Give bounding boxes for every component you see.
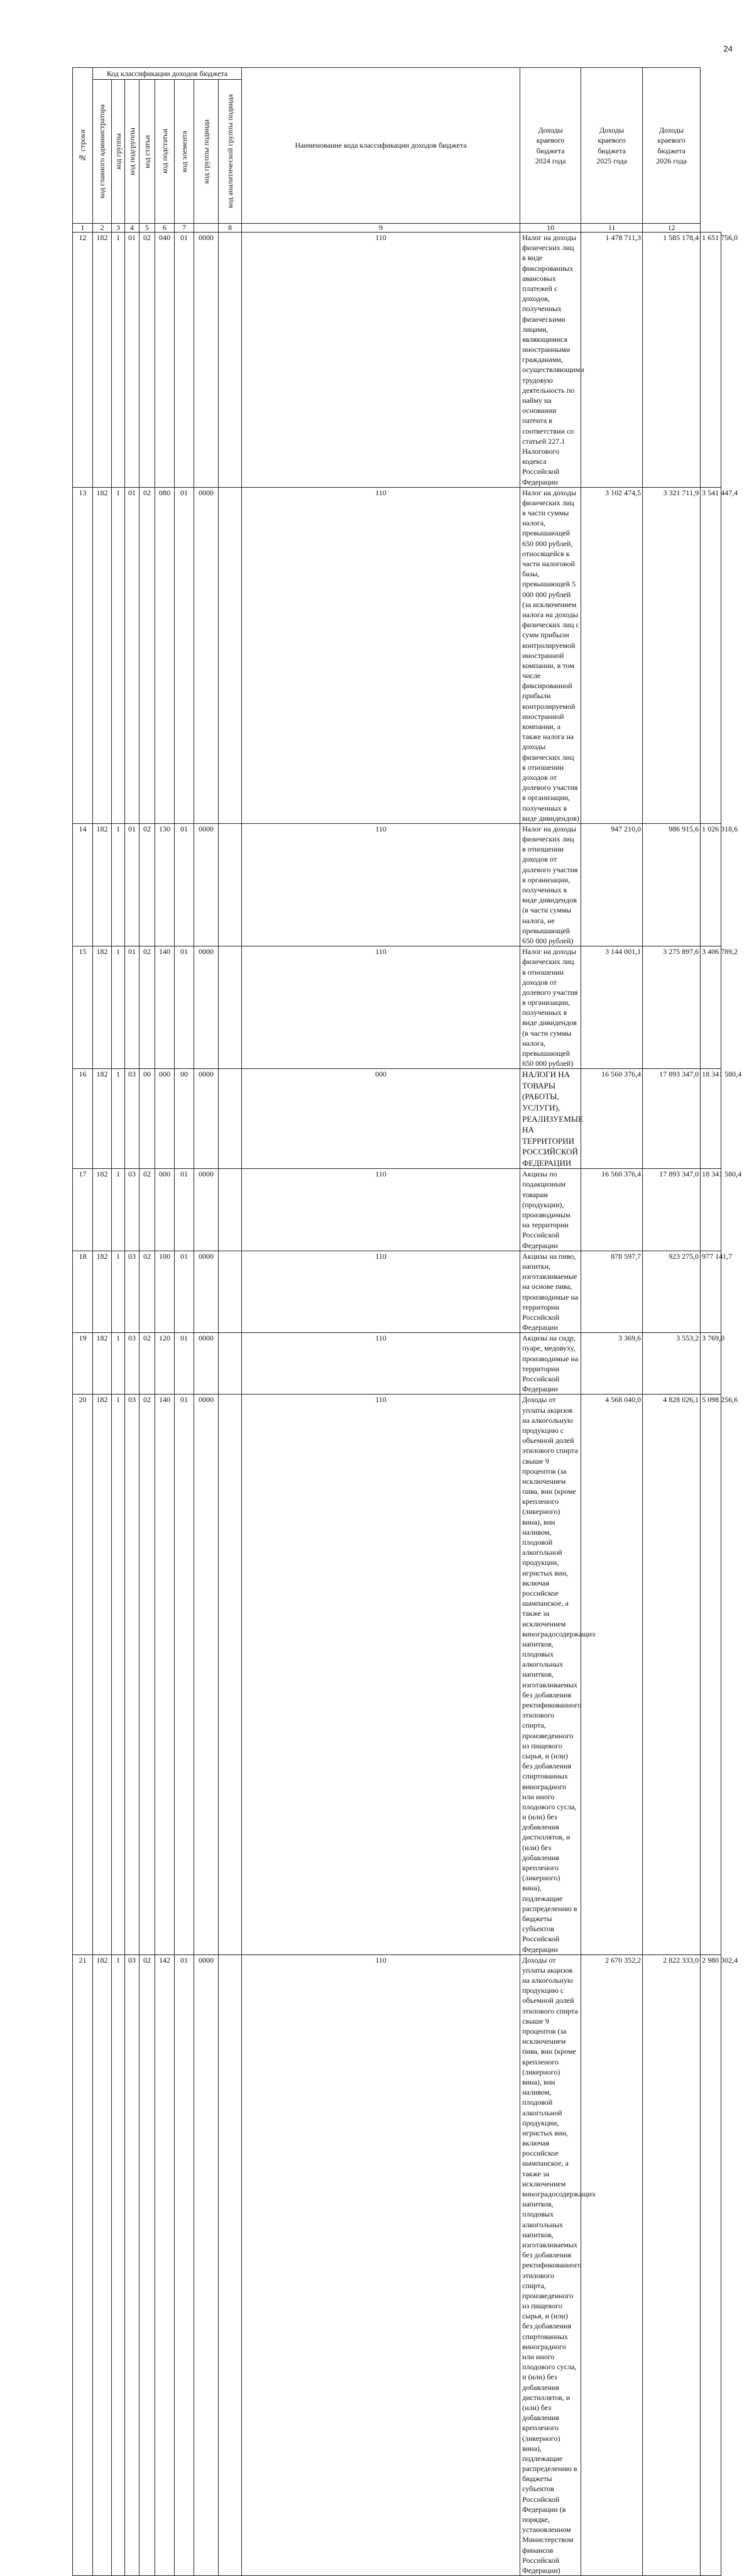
amount-2026: 5 098 256,6 (701, 1395, 721, 1954)
code-admin: 182 (93, 823, 112, 946)
header-row-no: № строки (73, 68, 93, 224)
header-amount-2024: Доходы краевого бюджета 2024 года (520, 68, 581, 224)
amount-2025: 3 275 897,6 (643, 946, 701, 1069)
code-analytic-group: 000 (242, 1069, 520, 1169)
code-article: 02 (139, 1333, 155, 1395)
code-element: 00 (175, 1069, 194, 1169)
code-admin: 182 (93, 1395, 112, 1954)
code-admin: 182 (93, 946, 112, 1069)
amount-2026: 3 406 789,2 (701, 946, 721, 1069)
code-subgroup: 01 (125, 946, 139, 1069)
code-spacer (219, 946, 242, 1069)
code-element: 01 (175, 823, 194, 946)
code-article: 02 (139, 1395, 155, 1954)
table-row (73, 1395, 721, 1954)
code-group: 1 (112, 823, 125, 946)
code-group: 1 (112, 946, 125, 1069)
code-subtype-group: 0000 (194, 1251, 219, 1333)
amount-2024: 878 597,7 (581, 1251, 643, 1333)
code-subtype-group: 0000 (194, 823, 219, 946)
row-number: 19 (73, 1333, 93, 1395)
code-article: 02 (139, 1251, 155, 1333)
amount-2024: 3 369,6 (581, 1333, 643, 1395)
code-group: 1 (112, 1069, 125, 1169)
row-number: 16 (73, 1069, 93, 1169)
column-number: 2 (93, 224, 112, 233)
header-code-group: код группы (112, 80, 125, 224)
code-article: 00 (139, 1069, 155, 1169)
column-number: 11 (581, 224, 643, 233)
code-element: 01 (175, 1251, 194, 1333)
code-subtype-group: 0000 (194, 1954, 219, 2575)
code-analytic-group: 110 (242, 946, 520, 1069)
code-subgroup: 01 (125, 487, 139, 823)
code-analytic-group: 110 (242, 1395, 520, 1954)
amount-2026: 2 980 302,4 (701, 1954, 721, 2575)
amount-2024: 16 560 376,4 (581, 1069, 643, 1169)
column-number: 6 (155, 224, 175, 233)
column-number: 5 (139, 224, 155, 233)
code-article: 02 (139, 487, 155, 823)
amount-2025: 923 275,0 (643, 1251, 701, 1333)
code-subgroup: 03 (125, 1333, 139, 1395)
column-number: 3 (112, 224, 125, 233)
amount-2024: 2 670 352,2 (581, 1954, 643, 2575)
row-number: 15 (73, 946, 93, 1069)
code-group: 1 (112, 487, 125, 823)
code-group: 1 (112, 233, 125, 488)
column-number: 12 (643, 224, 701, 233)
code-subarticle: 140 (155, 946, 175, 1069)
amount-2025: 4 828 026,1 (643, 1395, 701, 1954)
revenue-name: Доходы от уплаты акцизов на алкогольную продукцию с объемной долей этилового спирта свыше 9 процентов (за исключением пива, вин (кроме крепленого (ликерного) вина), вин наливом, плодовой алкогольной продукции, игристых вин, включая российское шампанское, а также за исключением виноградосодержащих напитков, плодовых алкогольных напитков, изготавливаемых без добавления ректификованного этилового спирта, произведенного из пищевого сырья, и (или) без добавления спиртованных виноградного или иного плодового сусла, и (или) без добавления дистиллятов, и (или) без добавления крепленого (ликерного) вина), подлежащие распределению в бюджеты субъектов Российской Федерации (520, 1395, 581, 1954)
code-group: 1 (112, 1954, 125, 2575)
header-row-top (73, 68, 721, 80)
code-group: 1 (112, 1251, 125, 1333)
code-group: 1 (112, 1169, 125, 1251)
revenue-name: Акцизы по подакцизным товарам (продукции), производимым на территории Российской Федерации (520, 1169, 581, 1251)
code-analytic-group: 110 (242, 823, 520, 946)
code-article: 02 (139, 1169, 155, 1251)
budget-revenue-table (72, 67, 742, 2576)
code-spacer (219, 1251, 242, 1333)
amount-2025: 3 553,2 (643, 1333, 701, 1395)
header-code-subarticle: код подстатьи (155, 80, 175, 224)
header-code-article: код статьи (139, 80, 155, 224)
code-admin: 182 (93, 487, 112, 823)
code-analytic-group: 110 (242, 1251, 520, 1333)
amount-2024: 3 144 001,1 (581, 946, 643, 1069)
header-code-admin: код главного администратора (93, 80, 112, 224)
code-element: 01 (175, 1169, 194, 1251)
amount-2025: 2 822 333,0 (643, 1954, 701, 2575)
code-subgroup: 03 (125, 1954, 139, 2575)
header-amount-2025: Доходы краевого бюджета 2025 года (581, 68, 643, 224)
amount-2024: 3 102 474,5 (581, 487, 643, 823)
header-classification-group: Код классификации доходов бюджета (93, 68, 242, 80)
amount-2026: 1 651 756,0 (701, 233, 721, 488)
code-article: 02 (139, 1954, 155, 2575)
amount-2025: 17 893 347,0 (643, 1169, 701, 1251)
amount-2026: 3 769,0 (701, 1333, 721, 1395)
code-subarticle: 100 (155, 1251, 175, 1333)
row-number: 20 (73, 1395, 93, 1954)
code-subgroup: 03 (125, 1395, 139, 1954)
page-number: 24 (723, 44, 733, 53)
revenue-name: Налог на доходы физических лиц в отношении доходов от долевого участия в организации, полученных в виде дивидендов (в части суммы налога, превышающей 650 000 рублей) (520, 946, 581, 1069)
code-analytic-group: 110 (242, 233, 520, 488)
revenue-name: НАЛОГИ НА ТОВАРЫ (РАБОТЫ, УСЛУГИ), РЕАЛИЗУЕМЫЕ НА ТЕРРИТОРИИ РОССИЙСКОЙ ФЕДЕРАЦИИ (520, 1069, 581, 1169)
row-number: 12 (73, 233, 93, 488)
code-subgroup: 01 (125, 823, 139, 946)
revenue-name: Налог на доходы физических лиц в части суммы налога, превышающей 650 000 рублей, относящейся к части налоговой базы, превышающей 5 000 000 рублей (за исключением налога на доходы физических лиц с сумм прибыли контролируемой иностранной компании, в том числе фиксированной прибыли контролируемой иностранной компании, а также налога на доходы физических лиц в отношении доходов от долевого участия в организации, полученных в виде дивидендов) (520, 487, 581, 823)
code-subtype-group: 0000 (194, 1395, 219, 1954)
code-spacer (219, 1954, 242, 2575)
code-subtype-group: 0000 (194, 487, 219, 823)
code-subtype-group: 0000 (194, 1333, 219, 1395)
code-subarticle: 000 (155, 1069, 175, 1169)
code-subtype-group: 0000 (194, 1169, 219, 1251)
revenue-name: Доходы от уплаты акцизов на алкогольную продукцию с объемной долей этилового спирта свыше 9 процентов (за исключением пива, вин (кроме крепленого (ликерного) вина), вин наливом, плодовой алкогольной продукции, игристых вин, включая российское шампанское, а также за исключением виноградосодержащих напитков, плодовых алкогольных напитков, изготавливаемых без добавления ректификованного этилового спирта, произведенного из пищевого сырья, и (или) без добавления спиртованных виноградного или иного плодового сусла, и (или) без добавления дистиллятов, и (или) без добавления крепленого (ликерного) вина), подлежащие распределению в бюджеты субъектов Российской Федерации (в порядке, установленном Министерством финансов Российской Федерации) (520, 1954, 581, 2575)
row-number: 21 (73, 1954, 93, 2575)
code-analytic-group: 110 (242, 1954, 520, 2575)
code-spacer (219, 487, 242, 823)
amount-2025: 1 585 178,4 (643, 233, 701, 488)
column-number: 7 (175, 224, 194, 233)
amount-2026: 18 341 580,4 (701, 1069, 721, 1169)
column-number: 9 (242, 224, 520, 233)
code-subarticle: 120 (155, 1333, 175, 1395)
row-number: 18 (73, 1251, 93, 1333)
code-admin: 182 (93, 1333, 112, 1395)
code-group: 1 (112, 1395, 125, 1954)
amount-2024: 1 478 711,3 (581, 233, 643, 488)
code-spacer (219, 1333, 242, 1395)
table-row (73, 1251, 721, 1333)
code-subtype-group: 0000 (194, 946, 219, 1069)
table-row (73, 487, 721, 823)
code-subarticle: 000 (155, 1169, 175, 1251)
column-numbers-row (73, 224, 721, 233)
amount-2024: 16 560 376,4 (581, 1169, 643, 1251)
code-subarticle: 040 (155, 233, 175, 488)
amount-2025: 3 321 711,9 (643, 487, 701, 823)
code-analytic-group: 110 (242, 1333, 520, 1395)
amount-2026: 977 141,7 (701, 1251, 721, 1333)
column-number: 8 (219, 224, 242, 233)
code-element: 01 (175, 1333, 194, 1395)
revenue-name: Акцизы на сидр, пуаре, медовуху, производимые на территории Российской Федерации (520, 1333, 581, 1395)
code-admin: 182 (93, 233, 112, 488)
code-element: 01 (175, 1954, 194, 2575)
code-subarticle: 142 (155, 1954, 175, 2575)
row-number: 13 (73, 487, 93, 823)
header-amount-2026: Доходы краевого бюджета 2026 года (643, 68, 701, 224)
amount-2025: 17 893 347,0 (643, 1069, 701, 1169)
revenue-name: Налог на доходы физических лиц в отношении доходов от долевого участия в организации, полученных в виде дивидендов (в части суммы налога, не превышающей 650 000 рублей) (520, 823, 581, 946)
column-number: 4 (125, 224, 139, 233)
code-element: 01 (175, 487, 194, 823)
table-row (73, 823, 721, 946)
amount-2024: 947 210,0 (581, 823, 643, 946)
amount-2026: 3 541 447,4 (701, 487, 721, 823)
amount-2025: 986 915,6 (643, 823, 701, 946)
amount-2026: 18 341 580,4 (701, 1169, 721, 1251)
code-article: 02 (139, 823, 155, 946)
code-spacer (219, 823, 242, 946)
code-subgroup: 01 (125, 233, 139, 488)
header-name: Наименование кода классификации доходов бюджета (242, 68, 520, 224)
code-subarticle: 080 (155, 487, 175, 823)
column-number: 10 (520, 224, 581, 233)
table-row (73, 233, 721, 488)
code-element: 01 (175, 946, 194, 1069)
column-number: 1 (73, 224, 93, 233)
code-article: 02 (139, 946, 155, 1069)
header-code-subgroup: код подгруппы (125, 80, 139, 224)
header-code-element: код элемента (175, 80, 194, 224)
code-subarticle: 140 (155, 1395, 175, 1954)
code-spacer (219, 233, 242, 488)
code-element: 01 (175, 1395, 194, 1954)
revenue-name: Акцизы на пиво, напитки, изготавливаемые на основе пива, производимые на территории Российской Федерации (520, 1251, 581, 1333)
revenue-name: Налог на доходы физических лиц в виде фиксированных авансовых платежей с доходов, полученных физическими лицами, являющимися иностранными гражданами, осуществляющими трудовую деятельность по найму на основании патента в соответствии со статьей 227.1 Налогового кодекса Российской Федерации (520, 233, 581, 488)
code-subgroup: 03 (125, 1069, 139, 1169)
code-element: 01 (175, 233, 194, 488)
table-row (73, 1954, 721, 2575)
row-number: 14 (73, 823, 93, 946)
table-row (73, 946, 721, 1069)
code-spacer (219, 1069, 242, 1169)
code-admin: 182 (93, 1069, 112, 1169)
code-admin: 182 (93, 1251, 112, 1333)
header-code-subtype-group: код группы подвида (194, 80, 219, 224)
code-subtype-group: 0000 (194, 233, 219, 488)
amount-2026: 1 026 318,6 (701, 823, 721, 946)
header-code-analytic-group: код аналитической группы подвида (219, 80, 242, 224)
code-spacer (219, 1395, 242, 1954)
code-analytic-group: 110 (242, 487, 520, 823)
table-row (73, 1069, 721, 1169)
code-subtype-group: 0000 (194, 1069, 219, 1169)
code-subgroup: 03 (125, 1251, 139, 1333)
column-number (194, 224, 219, 233)
code-spacer (219, 1169, 242, 1251)
row-number: 17 (73, 1169, 93, 1251)
code-group: 1 (112, 1333, 125, 1395)
code-subarticle: 130 (155, 823, 175, 946)
code-article: 02 (139, 233, 155, 488)
code-admin: 182 (93, 1169, 112, 1251)
amount-2024: 4 568 040,0 (581, 1395, 643, 1954)
table-row (73, 1333, 721, 1395)
code-admin: 182 (93, 1954, 112, 2575)
code-subgroup: 03 (125, 1169, 139, 1251)
code-analytic-group: 110 (242, 1169, 520, 1251)
table-row (73, 1169, 721, 1251)
